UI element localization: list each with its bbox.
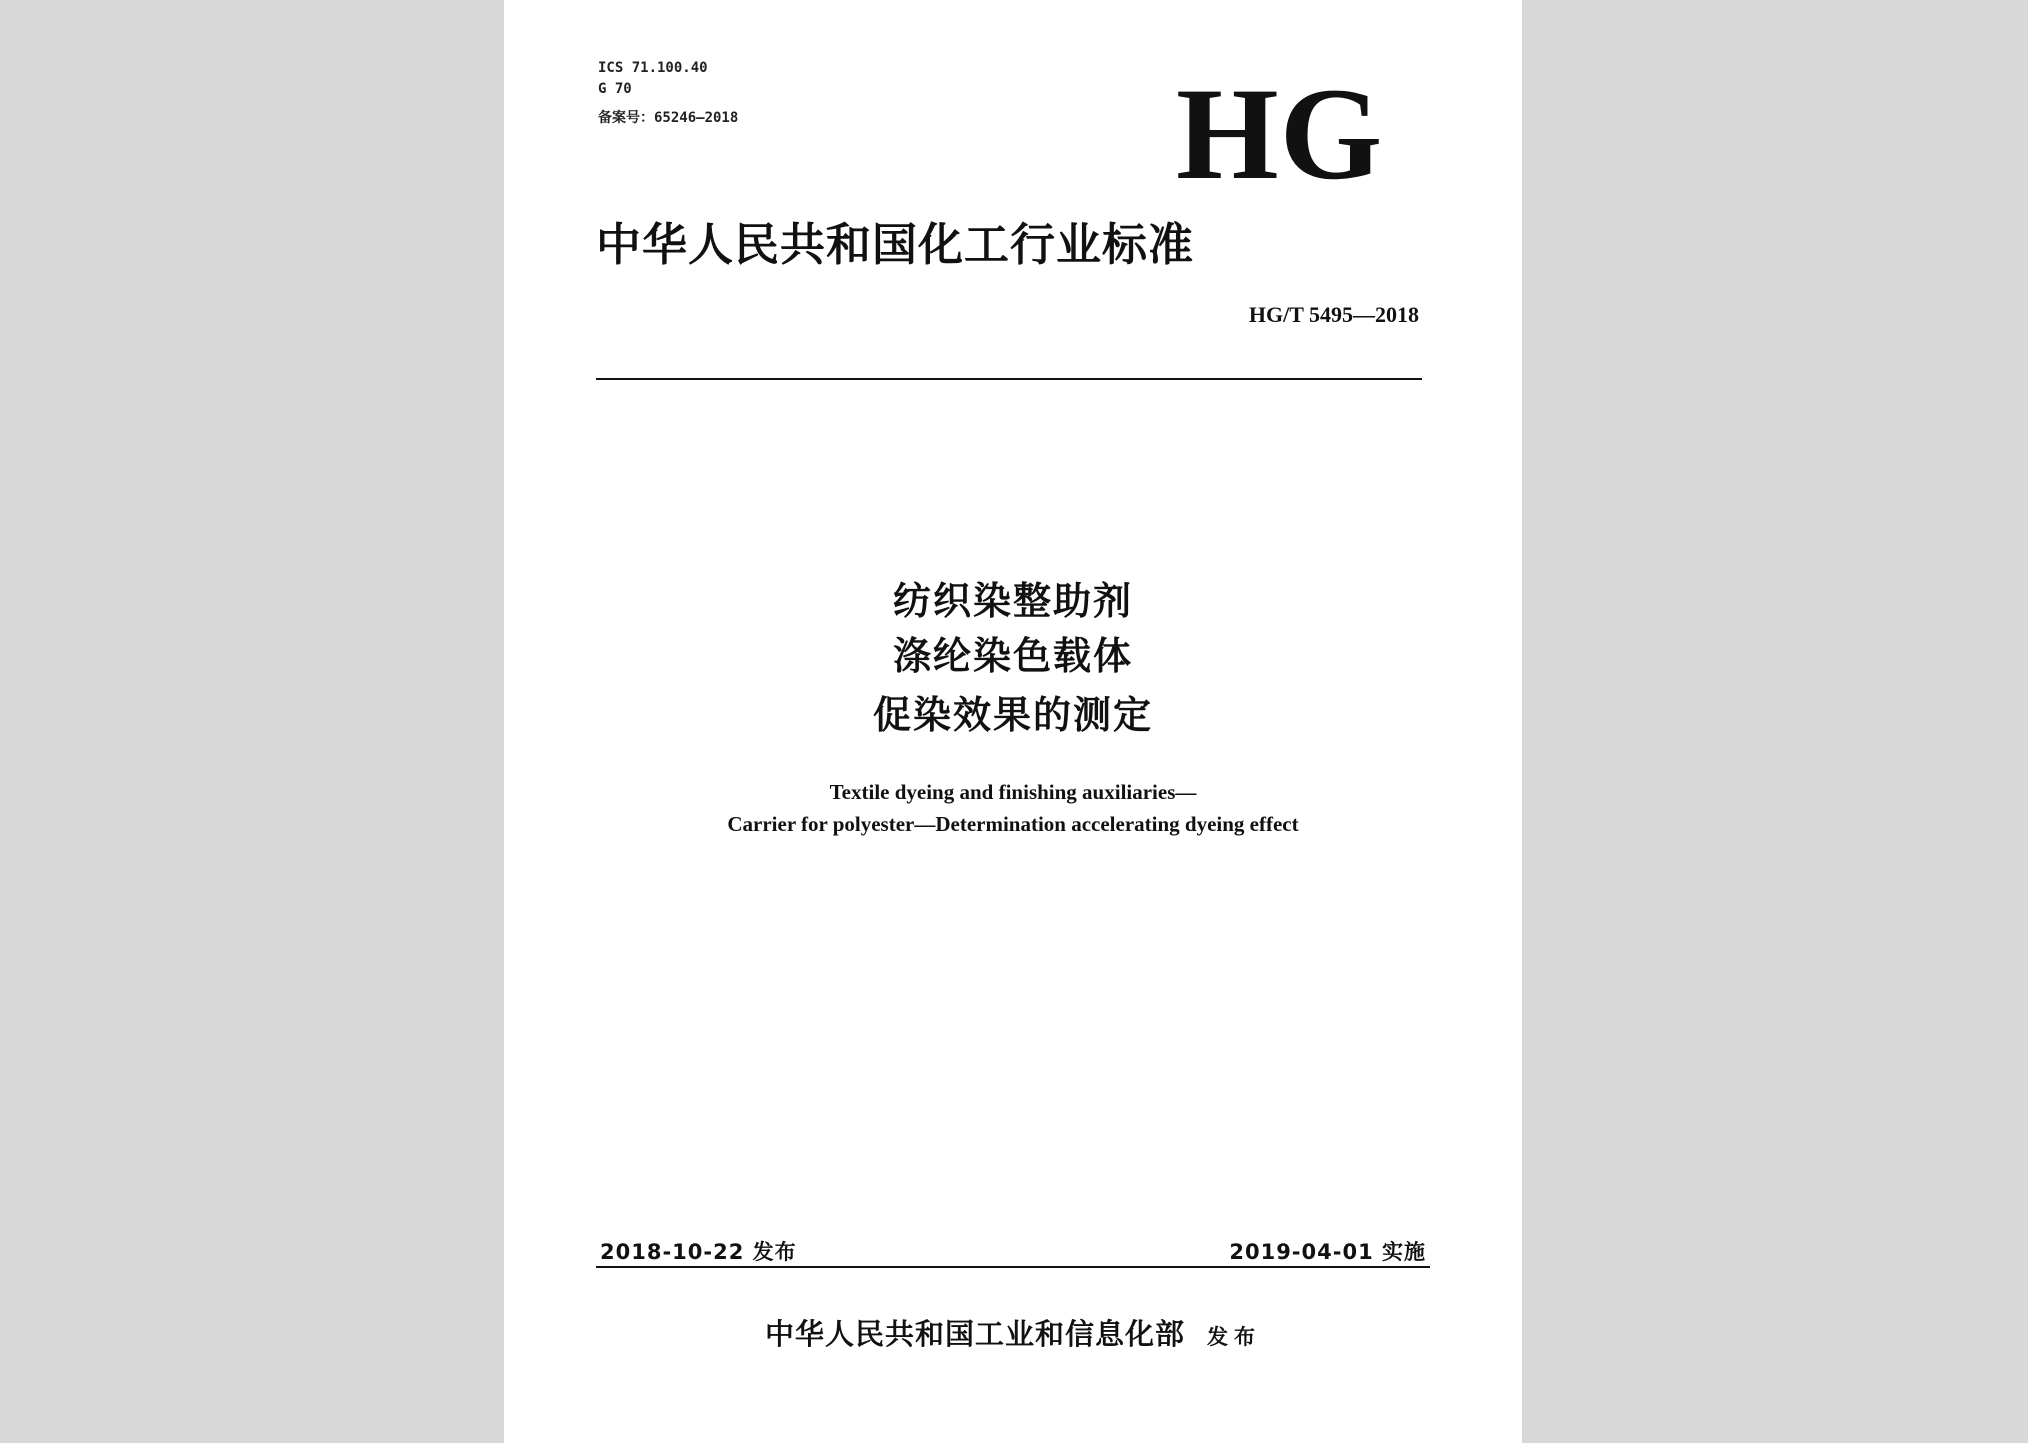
title-en-line-1: Textile dyeing and finishing auxiliaries— — [829, 780, 1197, 804]
title-cn-line-1: 纺织染整助剂 — [892, 579, 1133, 623]
document-page — [504, 0, 1522, 1443]
implementation-date: 2019-04-01 实施 — [1229, 1240, 1426, 1264]
title-en-line-2: Carrier for polyester—Determination accelerating dyeing effect — [727, 812, 1299, 836]
issuer-name: 中华人民共和国工业和信息化部 — [764, 1317, 1185, 1351]
record-number: 备案号：65246—2018 — [598, 110, 739, 126]
standard-code: HG/T 5495—2018 — [1248, 302, 1419, 327]
issue-date: 2018-10-22 发布 — [600, 1240, 797, 1264]
header-divider — [596, 378, 1422, 380]
issuer — [504, 1312, 1522, 1353]
title-cn-line-3: 促染效果的测定 — [872, 693, 1153, 737]
footer-divider — [596, 1266, 1430, 1268]
ics-code: ICS 71.100.40 — [598, 60, 708, 76]
hg-logo: HG — [1176, 60, 1384, 207]
standard-type-title: 中华人民共和国化工行业标准 — [596, 218, 1195, 271]
issuer-action: 发布 — [1207, 1324, 1261, 1349]
title-cn-line-2: 涤纶染色载体 — [892, 634, 1133, 678]
ccs-code: G 70 — [598, 81, 632, 97]
